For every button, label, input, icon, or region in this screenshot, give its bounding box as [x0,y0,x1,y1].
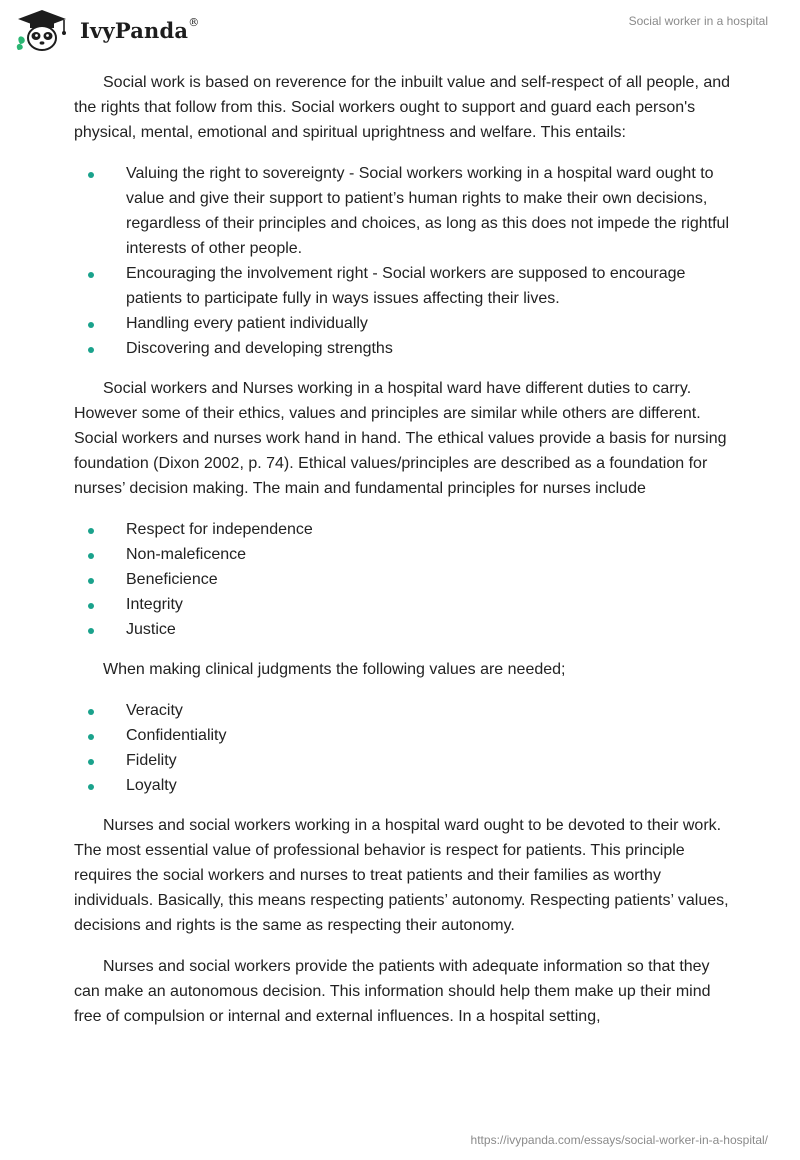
bullet-icon [88,553,94,559]
bullet-icon [88,172,94,178]
list-item [74,567,734,592]
bullet-icon [88,528,94,534]
list-item [74,748,734,773]
paragraph-4: Nurses and social workers working in a hospital ward ought to be devoted to their work. The most essential value of professional behavior is respect for patients. This principle requires the social workers and nurses to treat patients and their families as worthy individuals. Basically, this means respecting patients’ autonomy. Respecting patients’ values, decisions and rights is the same as respecting their autonomy. [74,817,729,934]
list-item [74,161,734,261]
list-item [74,773,734,798]
list-item-text: Valuing the right to sovereignty - Social workers working in a hospital ward ought to value and give their support to patient’s human rights to make their own decisions, regardless of their principles and choices, as long as this does not impede the rightful interests of other people. [126,165,730,257]
values-list [74,698,734,798]
list-item-text: Veracity [126,702,183,719]
paragraph-3: When making clinical judgments the following values are needed; [103,661,566,678]
list-item-text: Discovering and developing strengths [126,340,393,357]
list-item [74,261,734,311]
bullet-icon [88,709,94,715]
rights-list [74,161,734,361]
list-item-text: Confidentiality [126,727,227,744]
brand-name [80,15,200,43]
list-item [74,723,734,748]
bullet-icon [88,734,94,740]
list-item [74,617,734,642]
list-item-text: Respect for independence [126,521,313,538]
list-item [74,336,734,361]
bullet-icon [88,322,94,328]
list-item [74,542,734,567]
bullet-icon [88,347,94,353]
paragraph-2: Social workers and Nurses working in a hospital ward have different duties to carry. However some of their ethics, values and principles are similar while others are different. Social workers and nurses work hand in hand. The ethical values provide a basis for nursing foundation (Dixon 2002, p. 74). Ethical values/principles are described as a foundation for nurses’ decision making. The main and fundamental principles for nurses include [74,380,727,497]
paragraph-1: Social work is based on reverence for the inbuilt value and self-respect of all people, and the rights that follow from this. Social workers ought to support and guard each person's physical, mental, emotional and spiritual uprightness and welfare. This entails: [74,74,731,141]
bullet-icon [88,603,94,609]
list-item-text: Handling every patient individually [126,315,368,332]
panda-logo-icon [14,8,74,52]
bullet-icon [88,578,94,584]
list-item [74,517,734,542]
bullet-icon [88,628,94,634]
principles-list [74,517,734,642]
list-item-text: Justice [126,621,176,638]
list-item [74,311,734,336]
registered-mark: ® [188,15,200,29]
paragraph-5: Nurses and social workers provide the patients with adequate information so that they can make an autonomous decision. This information should help them make up their mind free of compulsion or internal and external influences. In a hospital setting, [74,958,711,1025]
list-item [74,698,734,723]
essay-body [74,70,734,1045]
list-item-text: Fidelity [126,752,177,769]
list-item-text: Non-maleficence [126,546,247,563]
list-item-text: Integrity [126,596,183,613]
list-item-text: Encouraging the involvement right - Social workers are supposed to encourage patients to participate fully in ways issues affecting their lives. [126,265,686,307]
list-item-text: Beneficience [126,571,218,588]
bullet-icon [88,272,94,278]
document-title: Social worker in a hospital [628,14,768,28]
site-header [0,0,800,64]
brand-name-text: IvyPanda [80,17,189,43]
brand-logo[interactable] [14,8,199,52]
list-item-text: Loyalty [126,777,177,794]
bullet-icon [88,759,94,765]
list-item [74,592,734,617]
source-url[interactable]: https://ivypanda.com/essays/social-worker-in-a-hospital/ [470,1133,768,1147]
bullet-icon [88,784,94,790]
